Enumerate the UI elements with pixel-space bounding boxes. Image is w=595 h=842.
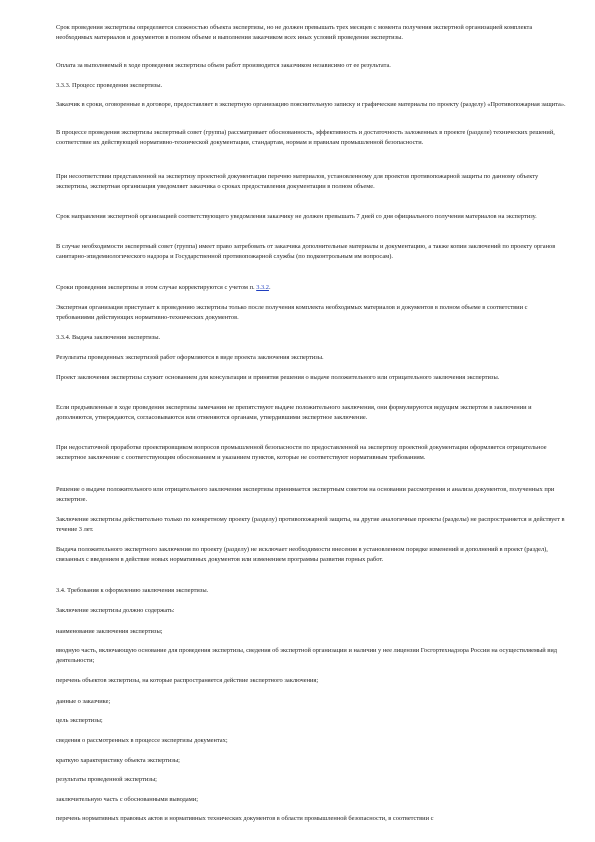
- list-item-customer: данные о заказчике;: [56, 698, 111, 705]
- paragraph-customer-submits: Заказчик в сроки, оговоренные в договоре, предоставляет в экспертную организацию пояснительную записку и графические материалы по проекту (разделу) «Противопожарная защита».: [56, 101, 566, 108]
- paragraph-validity: Заключение экспертизы действительно только по конкретному проекту (разделу) противопожарной защиты, на другие аналогичные проекты (разделы) не распространяется и действует в течение 3 лет.: [56, 516, 565, 533]
- section-heading-3-3-3: 3.3.3. Процесс проведения экспертизы.: [56, 82, 163, 89]
- reference-link-3-3-2[interactable]: 3.3.2: [256, 284, 269, 291]
- paragraph-draft-conclusion: Проект заключения экспертизы служит основанием для консультации и принятия решения о выдаче положительного или отрицательного заключения экспертизы.: [56, 374, 500, 381]
- list-item-documents: сведения о рассмотренных в процессе экспертизы документах;: [56, 737, 228, 744]
- paragraph-inspection-period: Срок проведения экспертизы определяется сложностью объекта экспертизы, но не должен превышать трех месяцев с момента получения экспертной организацией комплекта необходимых материалов и документов в полном объеме и выполнения заказчиком всех иных условий проведения экспертизы.: [56, 24, 533, 41]
- paragraph-deadline-correction-text: Сроки проведения экспертизы в этом случае корректируются с учетом п.: [56, 284, 257, 291]
- paragraph-remarks: Если предъявленные в ходе проведения экспертизы замечания не препятствуют выдаче положительного заключения, они формулируются ведущим экспертом в заключении и дополняются, утверждаются, согласовываются или отменяются органами, утвердившими экспертное заключение.: [56, 404, 532, 421]
- list-item-purpose: цель экспертизы;: [56, 717, 103, 724]
- paragraph-results-formatting: Результаты проведенных экспертизой работ оформляются в виде проекта заключения экспертизы.: [56, 354, 324, 361]
- paragraph-decision: Решение о выдаче положительного или отрицательного заключения экспертизы принимается экспертным советом на основании рассмотрения и анализа документов, полученных при экспертизе.: [56, 486, 555, 503]
- paragraph-negative-conclusion: При недостаточной проработке проектировщиком вопросов промышленной безопасности по предоставленной на экспертизу проектной документации оформляется отрицательное экспертное заключение с соответствующим обоснованием и указанием пунктов, которые не соответствуют нормативным требованиям.: [56, 444, 547, 461]
- paragraph-deadline-correction: [56, 283, 566, 293]
- list-item-characteristics: краткую характеристику объекта экспертизы;: [56, 757, 180, 764]
- paragraph-deadline-correction-tail: .: [268, 284, 271, 291]
- paragraph-expert-council-review: В процессе проведения экспертизы экспертный совет (группа) рассматривает обоснованность, эффективность и достаточность заложенных в проекте (разделе) технических решений, соответствие их действующей нормативно-технической документации, стандартам, нормам и правилам промышленной безопасности.: [56, 129, 555, 146]
- list-item-introduction: вводную часть, включающую основание для проведения экспертизы, сведения об экспертной организации и наличии у нее лицензии Госгортехнадзора России на осуществляемый вид деятельности;: [56, 647, 557, 664]
- list-item-conclusion: заключительную часть с обоснованными выводами;: [56, 796, 199, 803]
- paragraph-incomplete-documentation: При несоответствии представленной на экспертизу проектной документации перечню материалов, установленному для проектов противопожарной защиты по данному объекту экспертизы, экспертная организация уведомляет заказчика о сроках предоставления документации в полном объеме.: [56, 173, 539, 190]
- list-item-name: наименование заключения экспертизы;: [56, 628, 163, 635]
- paragraph-notification-deadline: Срок направления экспертной организацией соответствующего уведомления заказчику не должен превышать 7 дней со дня официального получения материалов на экспертизу.: [56, 213, 537, 220]
- section-heading-3-4: 3.4. Требования к оформлению заключения экспертизы.: [56, 587, 209, 594]
- paragraph-additional-materials: В случае необходимости экспертный совет (группа) имеет право затребовать от заказчика дополнительные материалы и документацию, а также копии заключений по проекту органов санитарно-эпидемиологического надзора и Государственной противопожарной службы (по подконтрольным им вопросам).: [56, 243, 556, 260]
- paragraph-must-contain: Заключение экспертизы должно содержать:: [56, 607, 175, 614]
- list-item-objects: перечень объектов экспертизы, на которые распространяется действие экспертного заключения;: [56, 677, 319, 684]
- section-heading-3-3-4: 3.3.4. Выдача заключения экспертизы.: [56, 334, 161, 341]
- paragraph-payment: Оплата за выполняемый в ходе проведения экспертизы объем работ производится заказчиком независимо от ее результата.: [56, 62, 391, 69]
- list-item-results: результаты проведенной экспертизы;: [56, 776, 157, 783]
- paragraph-expert-organization-starts: Экспертная организация приступает к проведению экспертизы только после получения комплекта необходимых материалов и документов в полном объеме в соответствии с требованиями действующих нормативно-технических документов.: [56, 304, 528, 321]
- list-item-regulations: перечень нормативных правовых актов и нормативных технических документов в области промышленной безопасности, в соответствии с: [56, 815, 434, 822]
- paragraph-positive-conclusion-changes: Выдача положительного экспертного заключения по проекту (разделу) не исключает необходимости внесения в установленном порядке изменений и дополнений в проект (раздел), связанных с введением в действие новых нормативных документов или изменением программы развития горных работ.: [56, 546, 548, 563]
